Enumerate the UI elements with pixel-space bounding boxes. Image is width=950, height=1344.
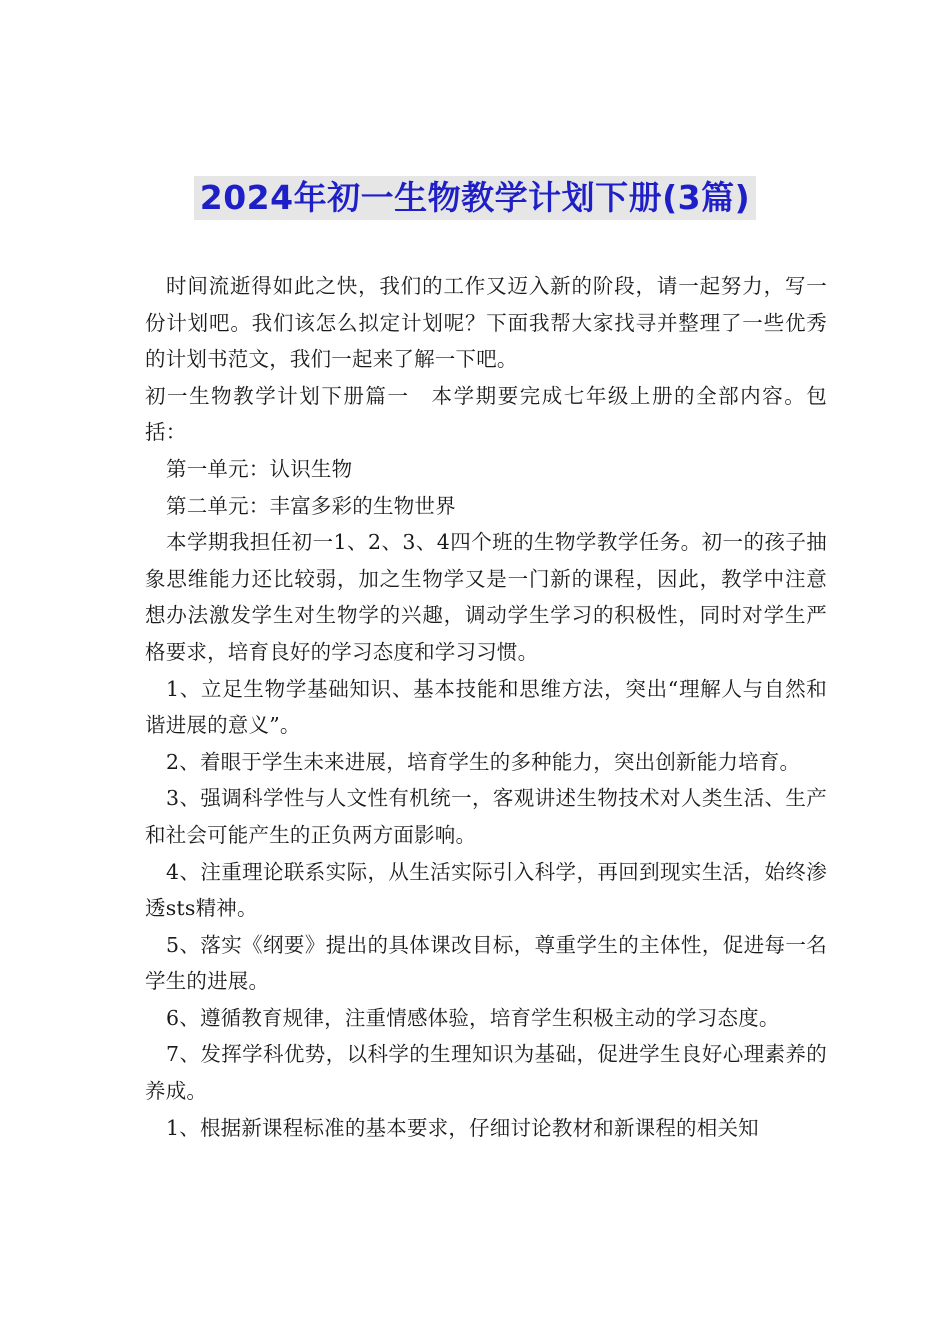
list-item: 6、遵循教育规律，注重情感体验，培育学生积极主动的学习态度。 [166, 1005, 780, 1030]
title-wrap [0, 176, 950, 220]
list-item: 1、根据新课程标准的基本要求，仔细讨论教材和新课程的相关知 [166, 1115, 759, 1140]
list-item: 1、立足生物学基础知识、基本技能和思维方法，突出“理解人与自然和谐进展的意义”。 [145, 676, 827, 738]
paragraph-intro: 时间流逝得如此之快，我们的工作又迈入新的阶段，请一起努力，写一份计划吧。我们该怎么拟定计划呢？下面我帮大家找寻并整理了一些优秀的计划书范文，我们一起来了解一下吧。 [145, 274, 827, 372]
document-body [145, 268, 827, 1146]
list-item: 3、强调科学性与人文性有机统一，客观讲述生物技术对人类生活、生产和社会可能产生的正负两方面影响。 [145, 786, 827, 847]
document-title: 2024年初一生物教学计划下册(3篇) [194, 176, 756, 220]
list-item: 5、落实《纲要》提出的具体课改目标，尊重学生的主体性，促进每一名学生的进展。 [145, 932, 827, 994]
paragraph-unit-two: 第二单元：丰富多彩的生物世界 [166, 493, 456, 518]
list-item: 2、着眼于学生未来进展，培育学生的多种能力，突出创新能力培育。 [166, 749, 801, 774]
list-item: 4、注重理论联系实际，从生活实际引入科学，再回到现实生活，始终渗透sts精神。 [145, 859, 827, 921]
paragraph-part-one: 初一生物教学计划下册篇一 本学期要完成七年级上册的全部内容。包括： [145, 383, 827, 445]
list-item: 7、发挥学科优势，以科学的生理知识为基础，促进学生良好心理素养的养成。 [145, 1042, 827, 1104]
paragraph-class-info: 本学期我担任初一1、2、3、4四个班的生物学教学任务。初一的孩子抽象思维能力还比较弱，加之生物学又是一门新的课程，因此，教学中注意想办法激发学生对生物学的兴趣，调动学生学习的积极性，同时对学生严格要求，培育良好的学习态度和学习习惯。 [145, 530, 827, 664]
paragraph-unit-one: 第一单元：认识生物 [166, 456, 353, 481]
